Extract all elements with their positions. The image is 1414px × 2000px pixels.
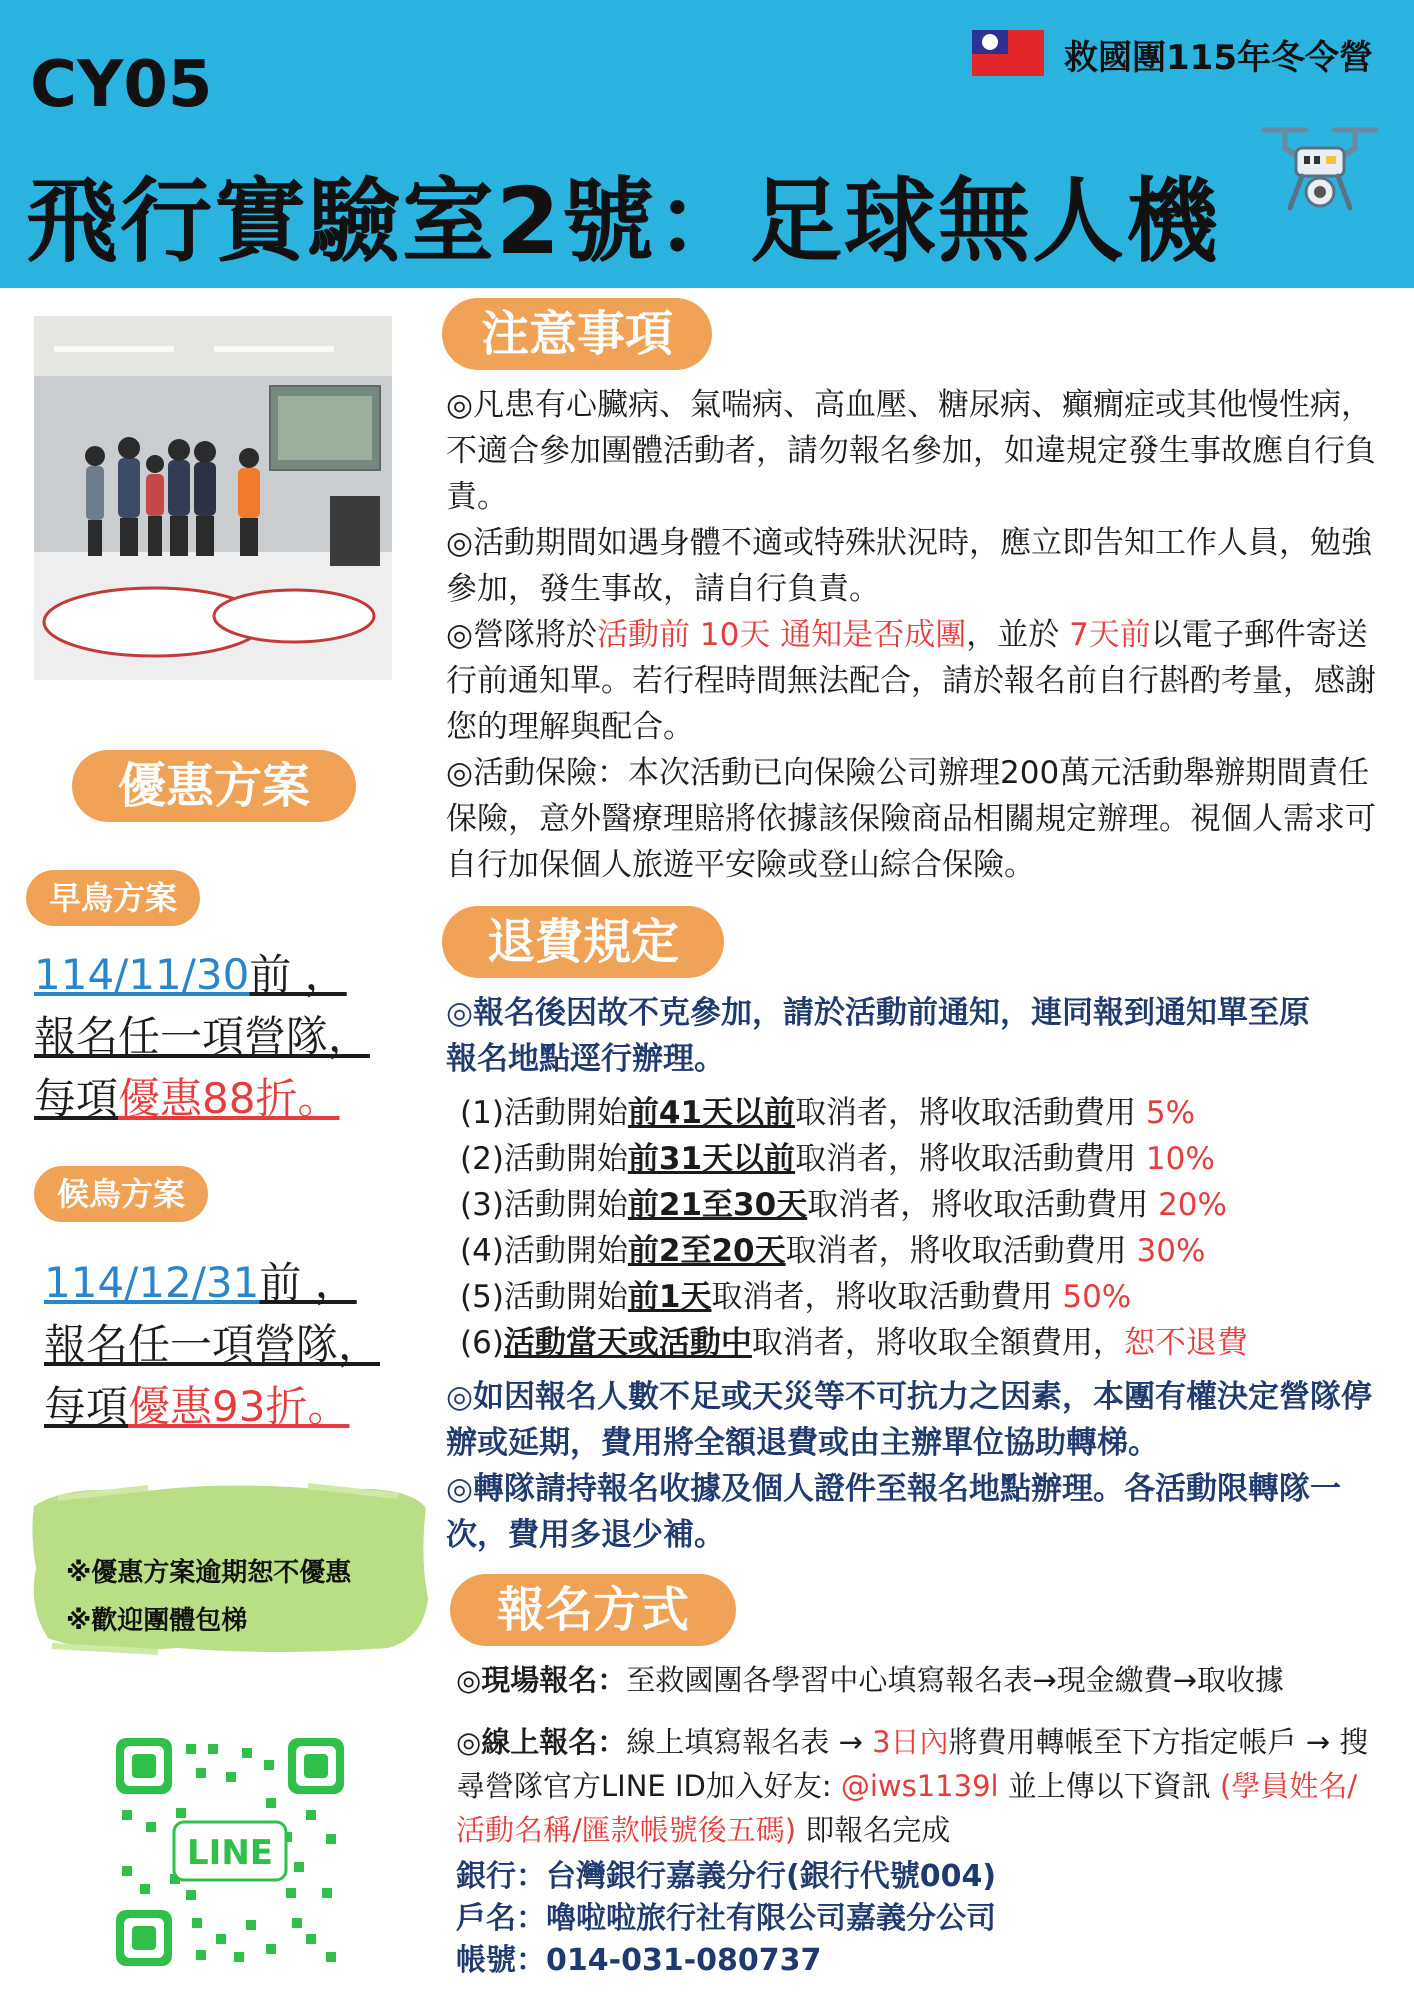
notice-content <box>446 382 1386 888</box>
refund-force-majeure: ◎如因報名人數不足或天災等不可抗力之因素，本團有權決定營隊停辦或延期，費用將全額退費或由主辦單位協助轉梯。 <box>446 1379 1373 1461</box>
page-title: 飛行實驗室2號：足球無人機 <box>26 168 1221 275</box>
activity-photo <box>34 316 392 680</box>
header-banner <box>0 0 1414 288</box>
refund-transfer: ◎轉隊請持報名收據及個人證件至報名地點辦理。各活動限轉隊一次，費用多退少補。 <box>446 1471 1342 1553</box>
notice-section-title: 注意事項 <box>442 298 712 370</box>
camp-code: CY05 <box>30 48 213 122</box>
signup-section-title: 報名方式 <box>450 1574 736 1646</box>
notice-insurance: ◎活動保險：本次活動已向保險公司辦理200萬元活動舉辦期間責任保險，意外醫療理賠將依據該保險商品相關規定辦理。視個人需求可自行加保個人旅遊平安險或登山綜合保險。 <box>446 755 1376 883</box>
bank-info <box>456 1856 1386 1982</box>
discount-section-title: 優惠方案 <box>72 750 356 822</box>
early-bird-date: 114/11/30 <box>34 950 250 999</box>
account-name: 戶名：嚕啦啦旅行社有限公司嘉義分公司 <box>456 1901 996 1936</box>
notice-illness: ◎活動期間如遇身體不適或特殊狀況時，應立即告知工作人員，勉強參加，發生事故，請自行負責。 <box>446 525 1373 607</box>
late-bird-discount: 優惠93折。 <box>128 1382 350 1431</box>
late-bird-label: 候鳥方案 <box>34 1166 208 1222</box>
late-bird-date: 114/12/31 <box>44 1258 260 1307</box>
drone-icon <box>1250 112 1390 242</box>
early-bird-discount: 優惠88折。 <box>118 1074 340 1123</box>
qr-line-label: LINE <box>187 1833 273 1873</box>
early-bird-label: 早鳥方案 <box>26 870 200 926</box>
line-qr-code[interactable] <box>116 1738 344 1966</box>
late-bird-offer: 114/12/31前 ， 報名任一項營隊， 每項優惠93折。 <box>44 1258 381 1431</box>
notice-health: ◎凡患有心臟病、氣喘病、高血壓、糖尿病、癲癇症或其他慢性病，不適合參加團體活動者，請勿報名參加，如違規定發生事故應自行負責。 <box>446 387 1376 515</box>
signup-onsite: ◎現場報名：至救國團各學習中心填寫報名表→現金繳費→取收據 <box>456 1663 1284 1697</box>
bank-name: 銀行：台灣銀行嘉義分行(銀行代號004) <box>456 1859 997 1894</box>
refund-rule: (3)活動開始前21至30天取消者，將收取活動費用 20% <box>460 1187 1227 1223</box>
refund-intro: ◎報名後因故不克參加，請於活動前通知，連同報到通知單至原報名地點逕行辦理。 <box>446 995 1311 1077</box>
note-expiry: ※優惠方案逾期恕不優惠 <box>66 1558 352 1588</box>
signup-online: ◎線上報名：線上填寫報名表 → 3日內將費用轉帳至下方指定帳戶 → 搜尋營隊官方LINE ID加入好友: @iws1139l 並上傳以下資訊 (學員姓名/活動名稱/匯款帳號後五碼) 即報名完成 <box>456 1725 1369 1847</box>
line-id-link[interactable]: @iws1139l <box>840 1769 999 1803</box>
refund-rule: (5)活動開始前1天取消者，將收取活動費用 50% <box>460 1279 1132 1315</box>
refund-rule: (6)活動當天或活動中取消者，將收取全額費用，恕不退費 <box>460 1325 1248 1361</box>
account-number: 帳號：014-031-080737 <box>456 1943 822 1978</box>
early-bird-offer: 114/11/30前 ， 報名任一項營隊， 每項優惠88折。 <box>34 950 371 1123</box>
refund-rule: (2)活動開始前31天以前取消者，將收取活動費用 10% <box>460 1141 1215 1177</box>
organizer-name: 救國團115年冬令營 <box>1064 38 1373 78</box>
note-group: ※歡迎團體包梯 <box>66 1606 248 1636</box>
refund-rule: (4)活動開始前2至20天取消者，將收取活動費用 30% <box>460 1233 1206 1269</box>
refund-section-title: 退費規定 <box>442 906 724 978</box>
notice-confirmation: ◎營隊將於活動前 10天 通知是否成團，並於 7天前以電子郵件寄送行前通知單。若行程時間無法配合，請於報名前自行斟酌考量，感謝您的理解與配合。 <box>446 617 1376 745</box>
flag-icon <box>972 30 1044 76</box>
refund-rule: (1)活動開始前41天以前取消者，將收取活動費用 5% <box>460 1095 1196 1131</box>
refund-rules <box>460 1090 1360 1366</box>
